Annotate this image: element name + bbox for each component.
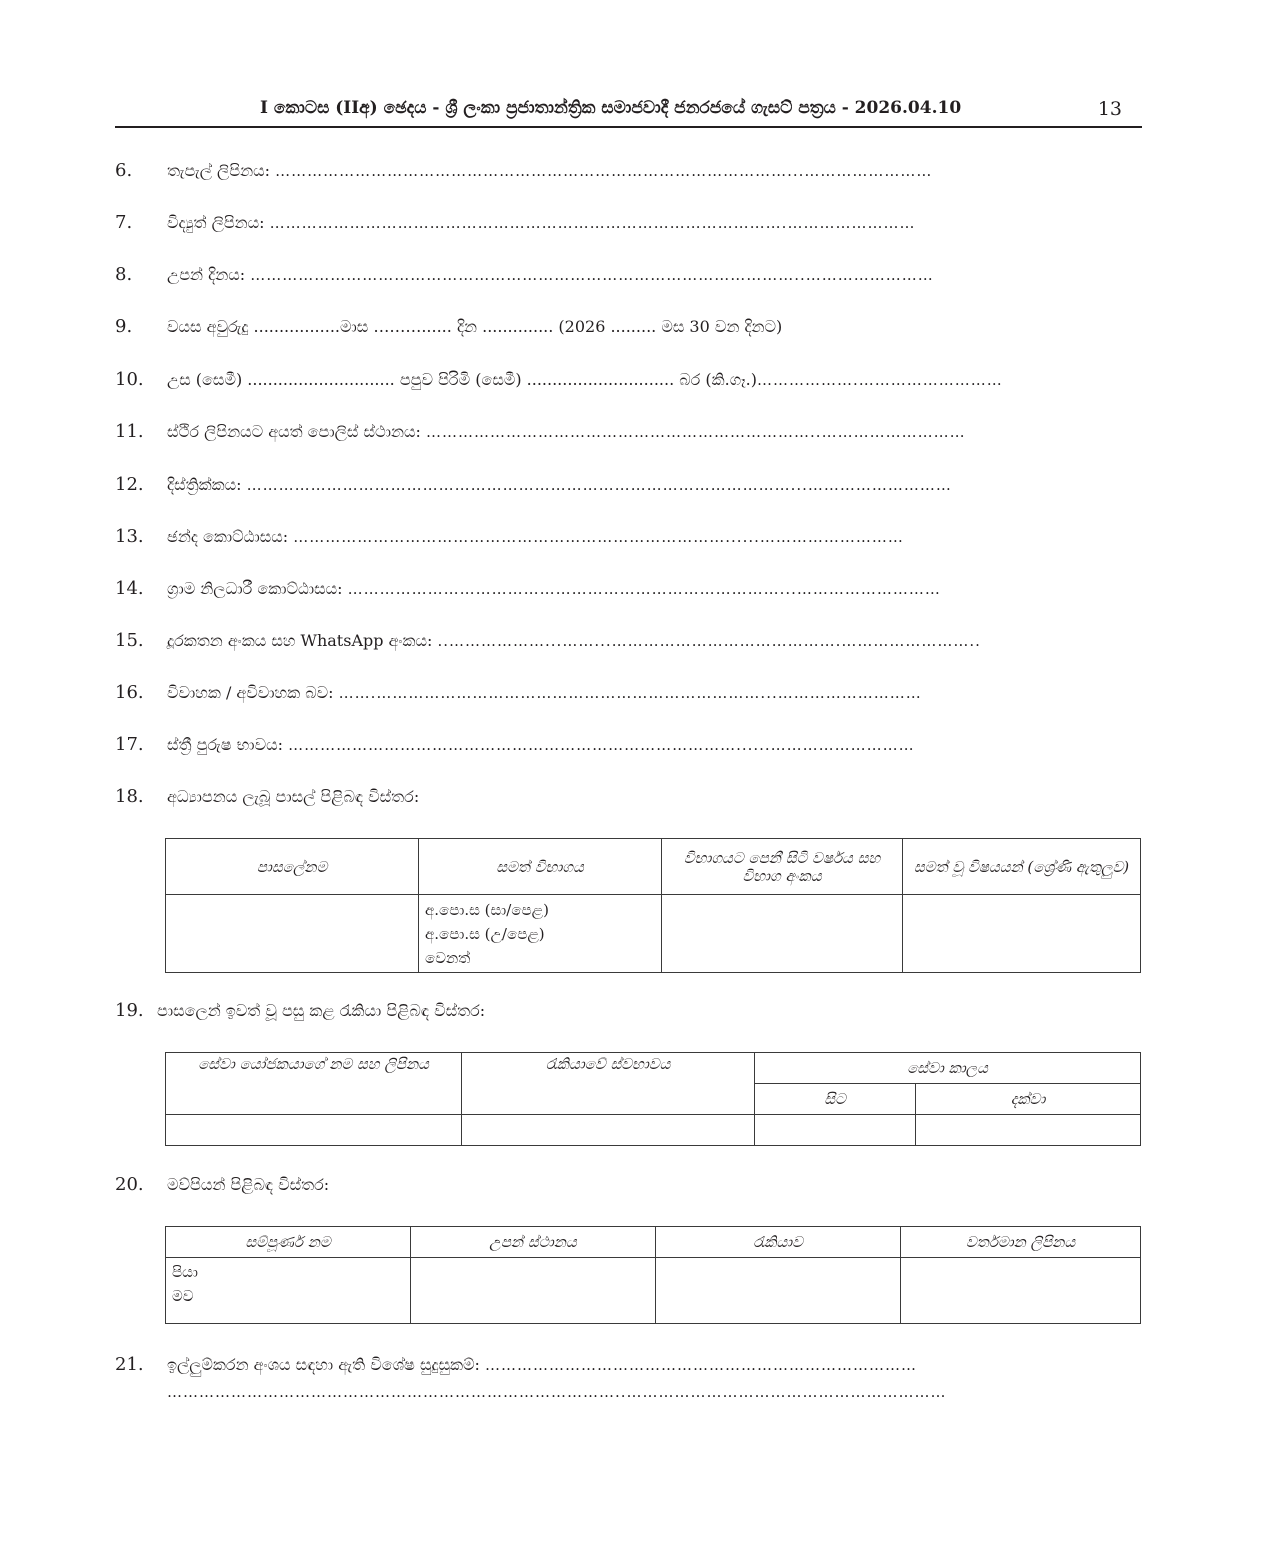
field-age[interactable]: 9. වයස අවුරුදු .................මාස ………...... දින .............. (2026 ......... මස 30 වන දිනට): [115, 316, 783, 337]
field-gender[interactable]: 17. ස්ත්‍රී පුරුෂ භාවය: …………………………………………………………………………......………………………: [115, 734, 915, 755]
parents-table: [165, 1226, 1141, 1324]
section-employment-heading: 19. පාසලෙන් ඉවත් වූ පසු කළ රැකියා පිළිබඳ විස්තර:: [115, 1000, 486, 1021]
field-birth-date[interactable]: 8. උපන් දිනය: …………………………………………………………………………………………..……………………: [115, 264, 934, 285]
cell-employer[interactable]: [166, 1115, 462, 1146]
cell-occupation[interactable]: [656, 1258, 901, 1324]
cell-exam-year-index[interactable]: [662, 895, 903, 973]
col-employer-name-address: සේවා යෝජකයාගේ නම සහ ලිපිනය: [166, 1053, 462, 1115]
field-special-qualifications[interactable]: 21. ඉල්ලුම්කරන අංශය සඳහා ඇති විශේෂ සුදුසුකම්: ………………………………………………………………………: [115, 1354, 918, 1375]
section-parents-heading: 20. මව්පියන් පිළිබඳ විස්තර:: [115, 1174, 330, 1195]
cell-parent-names[interactable]: පියා මව: [166, 1258, 411, 1324]
col-from: සිට: [755, 1084, 916, 1115]
page-number: 13: [1097, 98, 1122, 120]
cell-school-name[interactable]: [166, 895, 419, 973]
employment-table: [165, 1052, 1141, 1146]
col-subjects-passed: සමත් වූ විෂයයන් (ශ්‍රේණි ඇතුලුව): [903, 839, 1141, 895]
col-exam-passed: සමත් විභාගය: [419, 839, 662, 895]
col-full-name: සම්පූර්ණ නම: [166, 1227, 411, 1258]
cell-to[interactable]: [916, 1115, 1141, 1146]
field-police-station[interactable]: 11. ස්ථිර ලිපිනයට අයත් පොලිස් ස්ථානය: ………………………………………………………………..………………………: [115, 421, 966, 442]
field-electorate[interactable]: 13. ඡන්ද කොට්ඨාසය: ………………………………………………………………………......………………………: [115, 526, 904, 547]
field-phone-whatsapp[interactable]: 15. දූරකතන අංකය සහ WhatsApp අංකය: ..………………...……...…………………………………….……………………..: [115, 630, 981, 651]
col-occupation: රැකියාව: [656, 1227, 901, 1258]
education-table: [165, 838, 1141, 973]
col-service-period: සේවා කාලය: [755, 1053, 1141, 1084]
cell-subjects-passed[interactable]: [903, 895, 1141, 973]
col-exam-year-index: විභාගයට පෙනී සිටි වර්ෂය සහ විභාග අංකය: [662, 839, 903, 895]
col-birth-place: උපන් ස්ථානය: [411, 1227, 656, 1258]
col-to: දක්වා: [916, 1084, 1141, 1115]
field-email[interactable]: 7. විද්‍යුත් ලිපිනය: …………………………………………………………………………………….……………………: [115, 212, 916, 233]
section-education-heading: 18. අධ්‍යාපනය ලැබූ පාසල් පිළිබඳ විස්තර:: [115, 786, 420, 807]
cell-exam-list[interactable]: අ.පො.ස (සා/පෙළ) අ.පො.ස (උ/පෙළ) වෙනත්: [419, 895, 662, 973]
field-physical-measurements[interactable]: 10. උස (සෙමී) ............................. පපුව පිරිමි (සෙමී) ............................. බර (කි.ගෑ.)……………….………………………: [115, 369, 1003, 390]
field-gn-division[interactable]: 14. ග්‍රාම නිලධාරී කොට්ඨාසය: ………………………………………………………………………...………………………: [115, 578, 941, 599]
cell-from[interactable]: [755, 1115, 916, 1146]
page-header: [115, 96, 1142, 128]
gazette-title: I කොටස (IIඅ) ඡෙදය - ශ්‍රී ලංකා ප්‍රජාතාන්ත්‍රික සමාජවාදී ජනරජයේ ගැසට් පත්‍රය - 2026.04.10: [260, 98, 962, 118]
field-marital-status[interactable]: 16. විවාහක / අවිවාහක බව: …….………………………………………………………………...………………………: [115, 682, 922, 703]
col-current-address: වර්තමාන ලිපිනය: [901, 1227, 1141, 1258]
cell-birth-place[interactable]: [411, 1258, 656, 1324]
col-job-nature: රැකියාවේ ස්වභාවය: [462, 1053, 755, 1115]
col-school-name: පාසලේනම: [166, 839, 419, 895]
field-district[interactable]: 12. දිස්ත්‍රික්කය: …………………………………………………………………………………………...………………………: [115, 474, 952, 495]
cell-job-nature[interactable]: [462, 1115, 755, 1146]
field-postal-address[interactable]: 6. තැපැල් ලිපිනය: ……………………………………………………………………………………...……………………: [115, 160, 933, 181]
field-special-qualifications-line2[interactable]: …………………………………………………………………………..……………………………………………………: [167, 1383, 947, 1401]
cell-current-address[interactable]: [901, 1258, 1141, 1324]
